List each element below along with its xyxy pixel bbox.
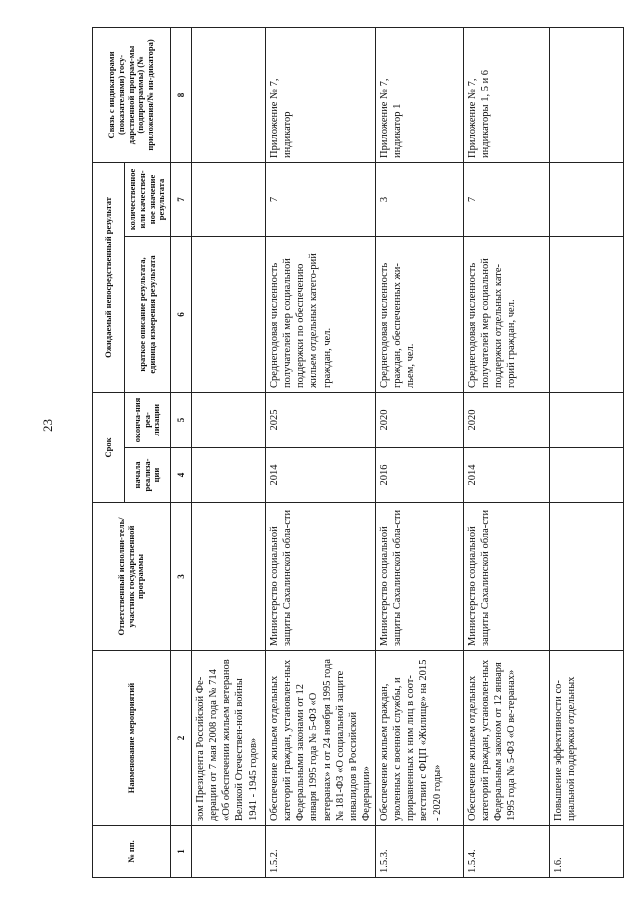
col-number: 4: [171, 448, 192, 503]
row-desc: Среднегодовая численность получателей мер социальной поддержки отдельных кате-горий граждан, чел.: [464, 236, 550, 392]
row-desc: Среднегодовая численность граждан, обеспеченных жи-льем, чел.: [376, 236, 464, 392]
header-result: Ожидаемый непосредственный результат: [93, 162, 125, 392]
row-num: 1.5.3.: [376, 826, 464, 878]
col-number: 3: [171, 503, 192, 651]
row-responsible: Министерство социальной защиты Сахалинской обла-сти: [266, 503, 376, 651]
row-desc: [192, 236, 266, 392]
col-number: 5: [171, 392, 192, 447]
col-number: 1: [171, 826, 192, 878]
header-row-1: [93, 27, 125, 877]
row-link: [550, 27, 624, 162]
row-end: [550, 392, 624, 447]
header-term: Срок: [93, 392, 125, 502]
header-num: № пп.: [93, 826, 171, 878]
row-responsible: [192, 503, 266, 651]
row-start: [192, 448, 266, 503]
row-end: 2025: [266, 392, 376, 447]
row-name: Повышение эффективности со-циальной поддержки отдельных: [550, 651, 624, 826]
row-value: 7: [266, 162, 376, 236]
row-name: Обеспечение жильем отдельных категорий граждан, установлен-ных Федеральным законом от 12 января 1995 года № 5-ФЗ «О ве-теранах»: [464, 651, 550, 826]
row-end: 2020: [464, 392, 550, 447]
row-link: Приложение № 7, индикатор: [266, 27, 376, 162]
col-number: 8: [171, 27, 192, 162]
table-row: [464, 27, 550, 877]
page-number: 23: [40, 419, 55, 432]
row-link: Приложение № 7, индикатор 1: [376, 27, 464, 162]
table-row: [192, 27, 266, 877]
row-start: 2016: [376, 448, 464, 503]
table-row: [266, 27, 376, 877]
row-num: 1.5.4.: [464, 826, 550, 878]
row-name: Обеспечение жильем отдельных категорий граждан, установлен-ных Федеральными законами от 12 января 1995 года № 5-ФЗ «О ветеранах» и от 24 ноября 1995 года № 181-ФЗ «О социальной защите инвалидов в Российской Федерации»: [266, 651, 376, 826]
row-end: 2020: [376, 392, 464, 447]
table-row: [376, 27, 464, 877]
row-value: 3: [376, 162, 464, 236]
column-number-row: [171, 27, 192, 877]
row-num: [192, 826, 266, 878]
col-number: 6: [171, 236, 192, 392]
row-name: зом Президента Российской Фе-дерации от 7 мая 2008 года № 714 «Об обеспечении жильем ветеранов Великой Отечествен-ной войны 1941 - 1945 годов»: [192, 651, 266, 826]
header-value: количественное или качествен-ное значение результата: [125, 162, 171, 236]
row-value: [550, 162, 624, 236]
rotated-table-container: [92, 28, 624, 878]
header-responsible: Ответственный исполни-тель/участник государственной программы: [93, 503, 171, 651]
col-number: 2: [171, 651, 192, 826]
header-name: Наименование мероприятий: [93, 651, 171, 826]
table-row: [550, 27, 624, 877]
row-link: [192, 27, 266, 162]
row-value: [192, 162, 266, 236]
row-link: Приложение № 7, индикаторы 1, 5 и 6: [464, 27, 550, 162]
row-num: 1.6.: [550, 826, 624, 878]
row-responsible: Министерство социальной защиты Сахалинской обла-сти: [376, 503, 464, 651]
row-responsible: Министерство социальной защиты Сахалинской обла-сти: [464, 503, 550, 651]
header-end: оконча-ния реа-лизации: [125, 392, 171, 447]
header-desc: краткое описание результата, единица измерения результата: [125, 236, 171, 392]
row-start: [550, 448, 624, 503]
header-start: начала реализа-ции: [125, 448, 171, 503]
row-num: 1.5.2.: [266, 826, 376, 878]
row-responsible: [550, 503, 624, 651]
measures-table: [92, 27, 624, 878]
row-desc: [550, 236, 624, 392]
row-end: [192, 392, 266, 447]
row-name: Обеспечение жильем граждан, уволенных с военной службы, и приравненных к ним лиц в соот-ветствии с ФЦП «Жилище» на 2015 - 2020 годы»: [376, 651, 464, 826]
row-value: 7: [464, 162, 550, 236]
header-link: Связь с индикаторами (показателями) госу-дарственной програм-мы (подпрограммы) (№ приложения/№ ин-дикатора): [93, 27, 171, 162]
col-number: 7: [171, 162, 192, 236]
row-start: 2014: [266, 448, 376, 503]
row-start: 2014: [464, 448, 550, 503]
row-desc: Среднегодовая численность получателей мер социальной поддержки по обеспечению жильем отдельных катего-рий граждан, чел.: [266, 236, 376, 392]
